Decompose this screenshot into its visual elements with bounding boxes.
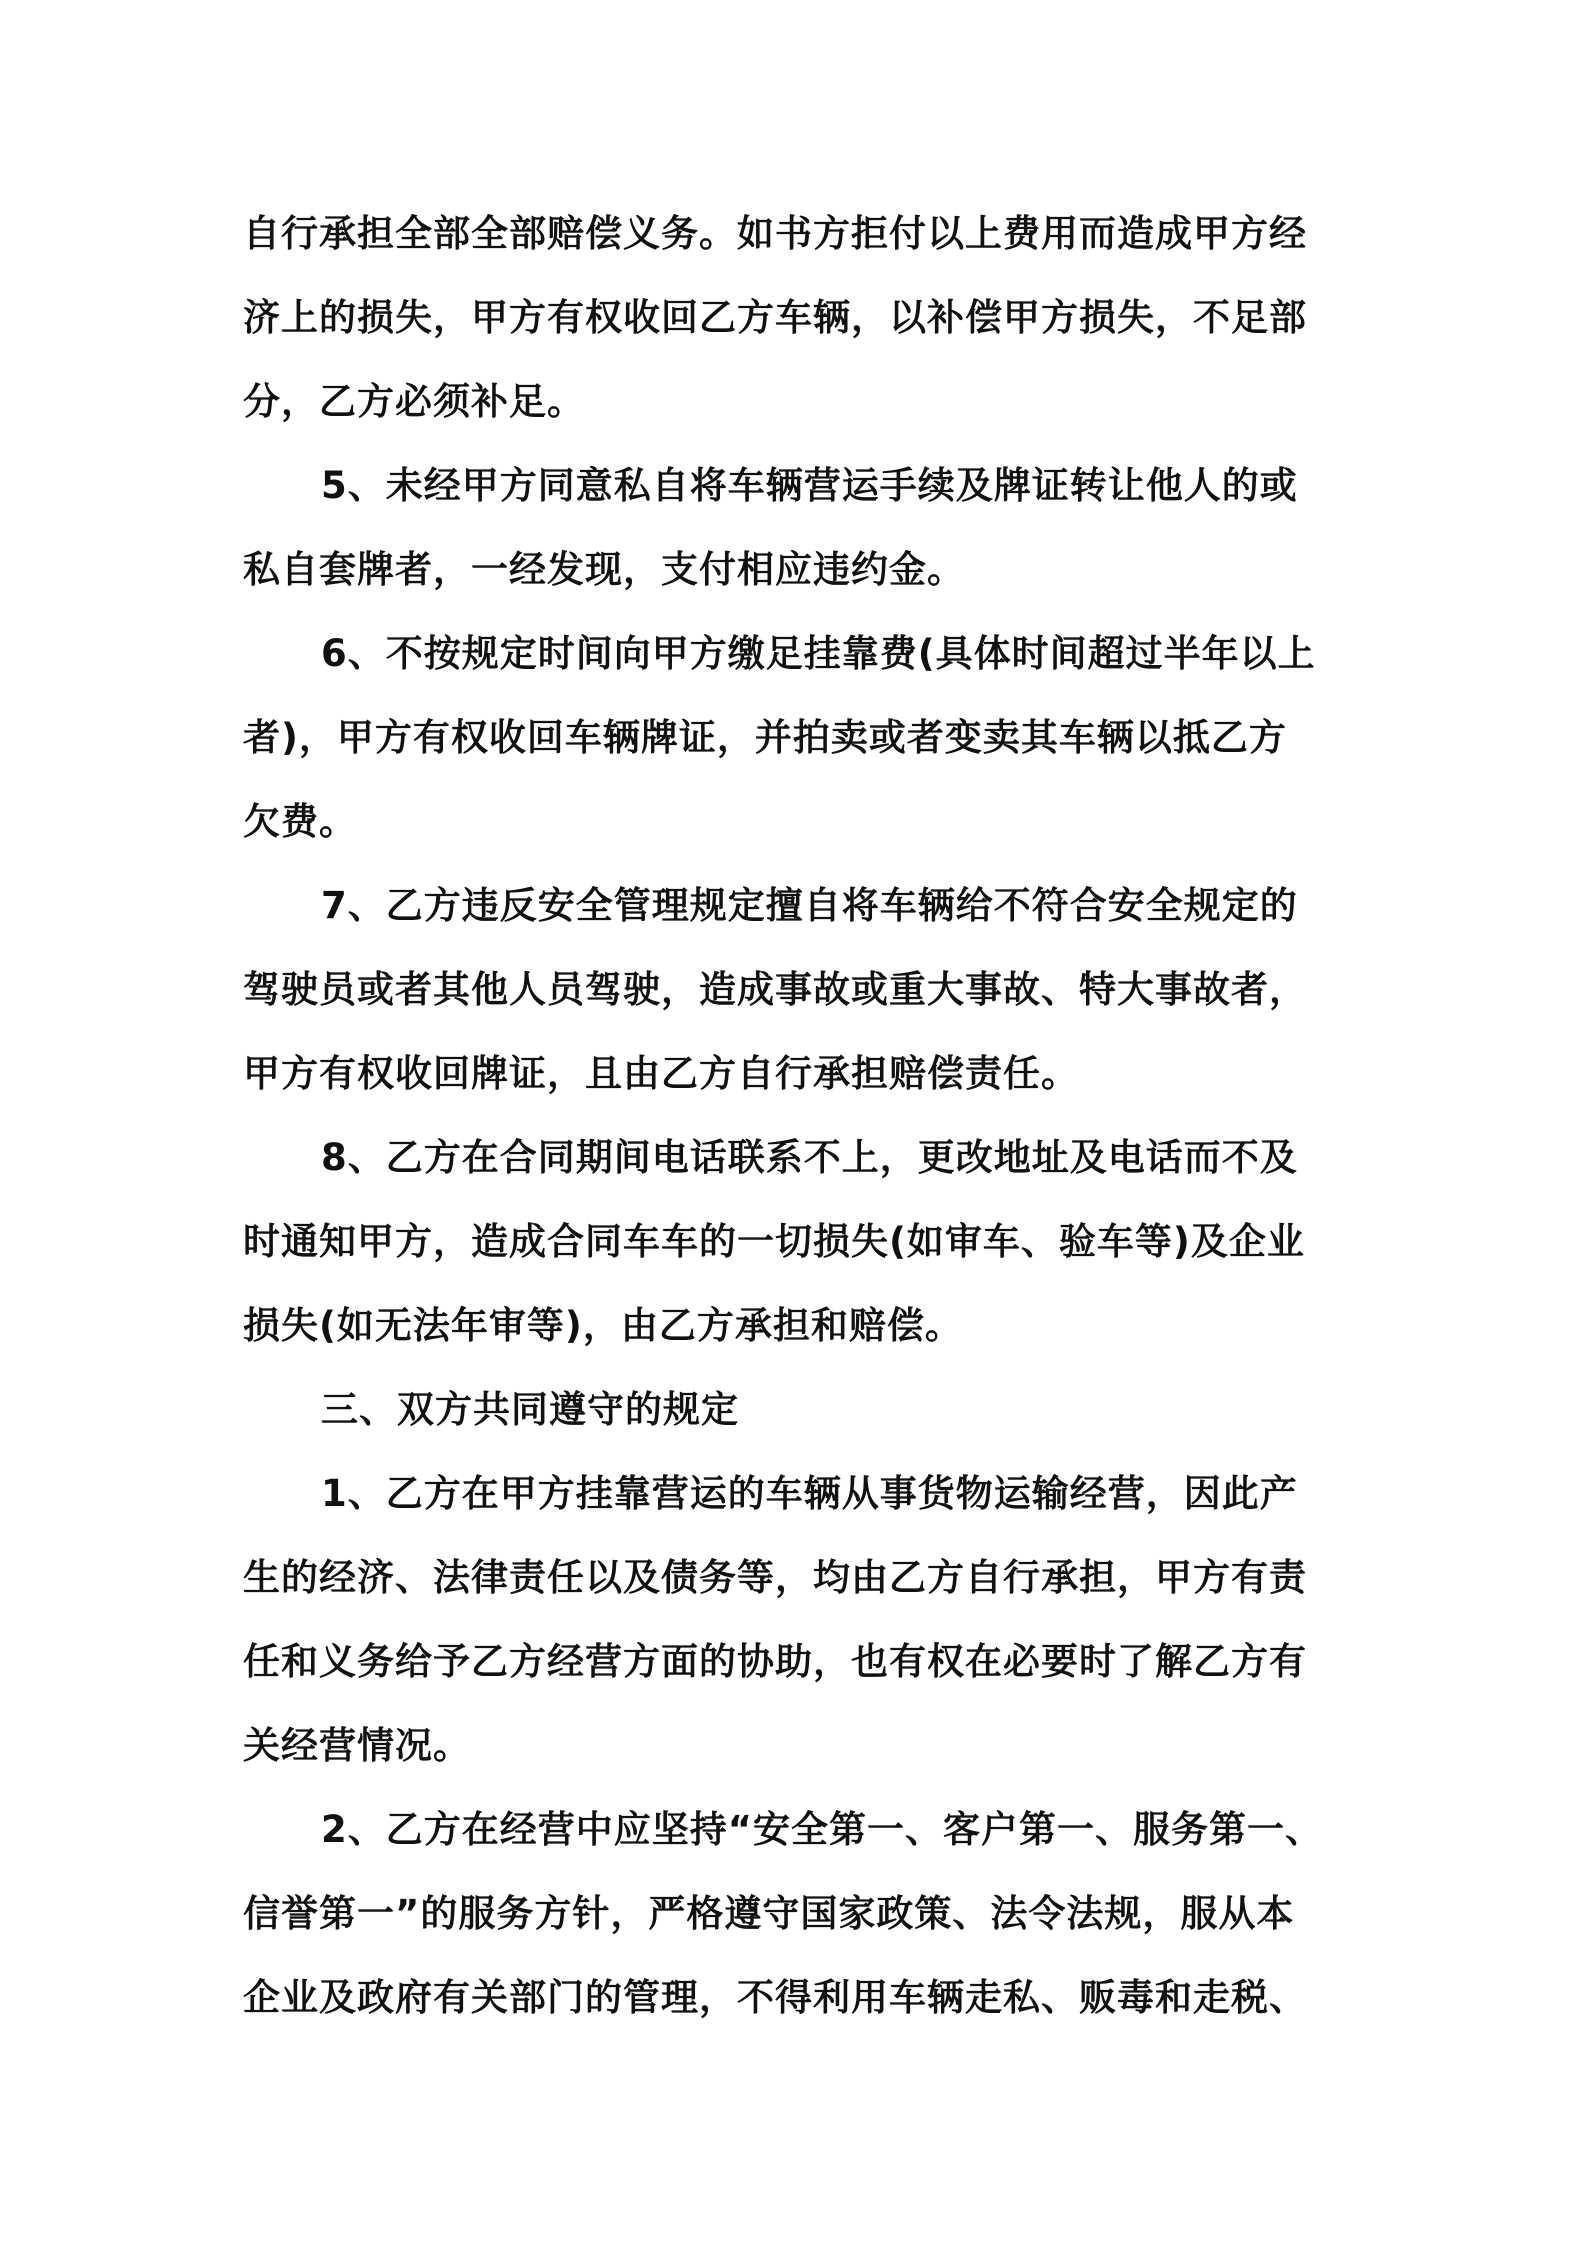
text-line: 分，乙方必须补足。 (243, 380, 585, 423)
text-line: 1、乙方在甲方挂靠营运的车辆从事货物运输经营，因此产 (321, 1472, 1298, 1515)
text-line: 损失(如无法年审等)，由乙方承担和赔偿。 (243, 1304, 963, 1347)
text-line: 8、乙方在合同期间电话联系不上，更改地址及电话而不及 (321, 1136, 1298, 1179)
text-line: 关经营情况。 (243, 1724, 471, 1767)
text-line: 7、乙方违反安全管理规定擅自将车辆给不符合安全规定的 (321, 884, 1298, 927)
section-heading: 三、双方共同遵守的规定 (321, 1388, 739, 1431)
text-line: 2、乙方在经营中应坚持“安全第一、客户第一、服务第一、 (321, 1808, 1324, 1851)
text-line: 欠费。 (243, 800, 357, 843)
text-line: 6、不按规定时间向甲方缴足挂靠费(具体时间超过半年以上 (321, 632, 1316, 675)
document-body (243, 192, 1353, 2040)
text-line: 者)，甲方有权收回车辆牌证，并拍卖或者变卖其车辆以抵乙方 (243, 716, 1287, 759)
text-line: 自行承担全部全部赔偿义务。如书方拒付以上费用而造成甲方经 (243, 212, 1307, 255)
text-line: 5、未经甲方同意私自将车辆营运手续及牌证转让他人的或 (321, 464, 1298, 507)
text-line: 任和义务给予乙方经营方面的协助，也有权在必要时了解乙方有 (243, 1640, 1307, 1683)
text-line: 信誉第一”的服务方针，严格遵守国家政策、法令法规，服从本 (243, 1892, 1295, 1935)
text-line: 企业及政府有关部门的管理，不得利用车辆走私、贩毒和走税、 (243, 1976, 1307, 2019)
text-line: 时通知甲方，造成合同车车的一切损失(如审车、验车等)及企业 (243, 1220, 1305, 1263)
text-line: 私自套牌者，一经发现，支付相应违约金。 (243, 548, 965, 591)
text-line: 甲方有权收回牌证，且由乙方自行承担赔偿责任。 (243, 1052, 1079, 1095)
text-line: 济上的损失，甲方有权收回乙方车辆，以补偿甲方损失，不足部 (243, 296, 1307, 339)
text-line: 生的经济、法律责任以及债务等，均由乙方自行承担，甲方有责 (243, 1556, 1307, 1599)
text-line: 驾驶员或者其他人员驾驶，造成事故或重大事故、特大事故者， (243, 968, 1307, 1011)
